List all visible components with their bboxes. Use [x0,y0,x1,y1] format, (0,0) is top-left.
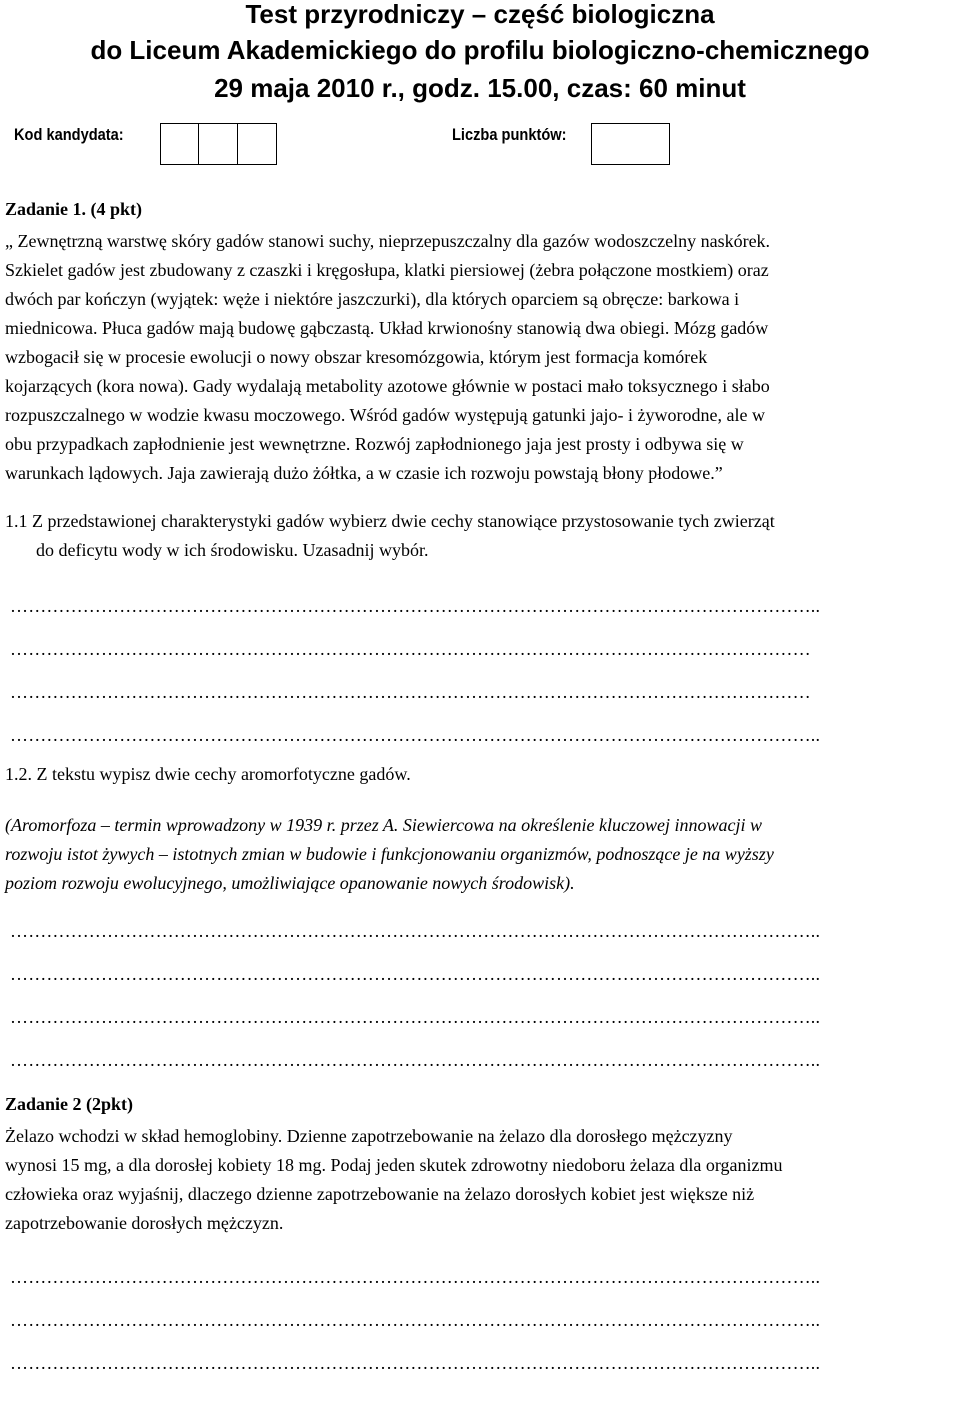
task1-text-line: warunkach lądowych. Jaja zawierają dużo żółtka, a w czasie ich rozwoju powstają błony płodowe.” [5,463,723,483]
answer-line-2-c[interactable]: …………………………………………………………………………………………………………………….. [10,1353,821,1373]
task1-text-line: rozpuszczalnego w wodzie kwasu moczowego. Wśród gadów występują gatunki jajo- i żyworodne, ale w [5,405,765,425]
answer-line-1-2-a[interactable]: …………………………………………………………………………………………………………………….. [10,921,821,941]
task1-heading: Zadanie 1. (4 pkt) [5,199,143,219]
answer-line-1-1-d[interactable]: …………………………………………………………………………………………………………………….. [10,725,821,745]
answer-line-1-1-c[interactable]: …………………………………………………………………………………………………………………… [10,682,811,702]
aromorfoza-note-line: rozwoju istot żywych – istotnych zmian w budowie i funkcjonowaniu organizmów, podnoszące je na wyższy [5,844,774,864]
answer-line-1-2-c[interactable]: …………………………………………………………………………………………………………………….. [10,1007,821,1027]
liczba-punktow-box[interactable] [591,123,670,165]
task2-heading: Zadanie 2 (2pkt) [5,1094,134,1114]
answer-line-2-b[interactable]: …………………………………………………………………………………………………………………….. [10,1310,821,1330]
answer-line-1-2-b[interactable]: …………………………………………………………………………………………………………………….. [10,964,821,984]
task2-text-line: Żelazo wchodzi w skład hemoglobiny. Dzienne zapotrzebowanie na żelazo dla dorosłego mężczyzny [5,1126,733,1146]
task1-text-line: „ Zewnętrzną warstwę skóry gadów stanowi suchy, nieprzepuszczalny dla gazów wodoszczelny naskórek. [5,231,771,251]
task1-text-line: obu przypadkach zapłodnienie jest wewnętrzne. Rozwój zapłodnionego jaja jest prosty i odbywa się w [5,434,744,454]
question-1-2: 1.2. Z tekstu wypisz dwie cechy aromorfotyczne gadów. [5,764,411,784]
exam-title-line2: do Liceum Akademickiego do profilu biologiczno-chemicznego [90,35,870,65]
question-1-1-line1: 1.1 Z przedstawionej charakterystyki gadów wybierz dwie cechy stanowiące przystosowanie tych zwierząt [5,511,775,531]
exam-title-line3: 29 maja 2010 r., godz. 15.00, czas: 60 minut [214,73,746,103]
kod-kandydata-box-1[interactable] [160,123,200,165]
task2-text-line: zapotrzebowanie dorosłych mężczyzn. [5,1213,284,1233]
task2-text-line: wynosi 15 mg, a dla dorosłej kobiety 18 mg. Podaj jeden skutek zdrowotny niedoboru żelaza dla organizmu [5,1155,783,1175]
task1-text-line: wzbogacił się w procesie ewolucji o nowy obszar kresomózgowia, którym jest formacja komórek [5,347,708,367]
task1-text-line: Szkielet gadów jest zbudowany z czaszki i kręgosłupa, klatki piersiowej (żebra połączone mostkiem) oraz [5,260,769,280]
aromorfoza-note-line: poziom rozwoju ewolucyjnego, umożliwiające opanowanie nowych środowisk). [5,873,575,893]
task1-text-line: dwóch par kończyn (wyjątek: węże i niektóre jaszczurki), dla których oparciem są obręcze: barkowa i [5,289,740,309]
exam-title-line1: Test przyrodniczy – część biologiczna [245,0,715,29]
answer-line-2-a[interactable]: …………………………………………………………………………………………………………………….. [10,1267,821,1287]
question-1-1-line2: do deficytu wody w ich środowisku. Uzasadnij wybór. [36,540,429,560]
task2-text-line: człowieka oraz wyjaśnij, dlaczego dzienne zapotrzebowanie na żelazo dorosłych kobiet jest większe niż [5,1184,755,1204]
liczba-punktow-label: Liczba punktów: [452,125,567,144]
answer-line-1-1-b[interactable]: …………………………………………………………………………………………………………………… [10,639,811,659]
task1-text-line: miednicowa. Płuca gadów mają budowę gąbczastą. Układ krwionośny stanowią dwa obiegi. Mózg gadów [5,318,769,338]
answer-line-1-1-a[interactable]: …………………………………………………………………………………………………………………….. [10,596,821,616]
kod-kandydata-box-3[interactable] [237,123,277,165]
kod-kandydata-label: Kod kandydata: [14,125,124,144]
kod-kandydata-box-2[interactable] [198,123,238,165]
task1-text-line: kojarzących (kora nowa). Gady wydalają metabolity azotowe głównie w postaci mało toksycznego i słabo [5,376,770,396]
aromorfoza-note-line: (Aromorfoza – termin wprowadzony w 1939 r. przez A. Siewiercowa na określenie kluczowej innowacji w [5,815,762,835]
answer-line-1-2-d[interactable]: …………………………………………………………………………………………………………………….. [10,1050,821,1070]
